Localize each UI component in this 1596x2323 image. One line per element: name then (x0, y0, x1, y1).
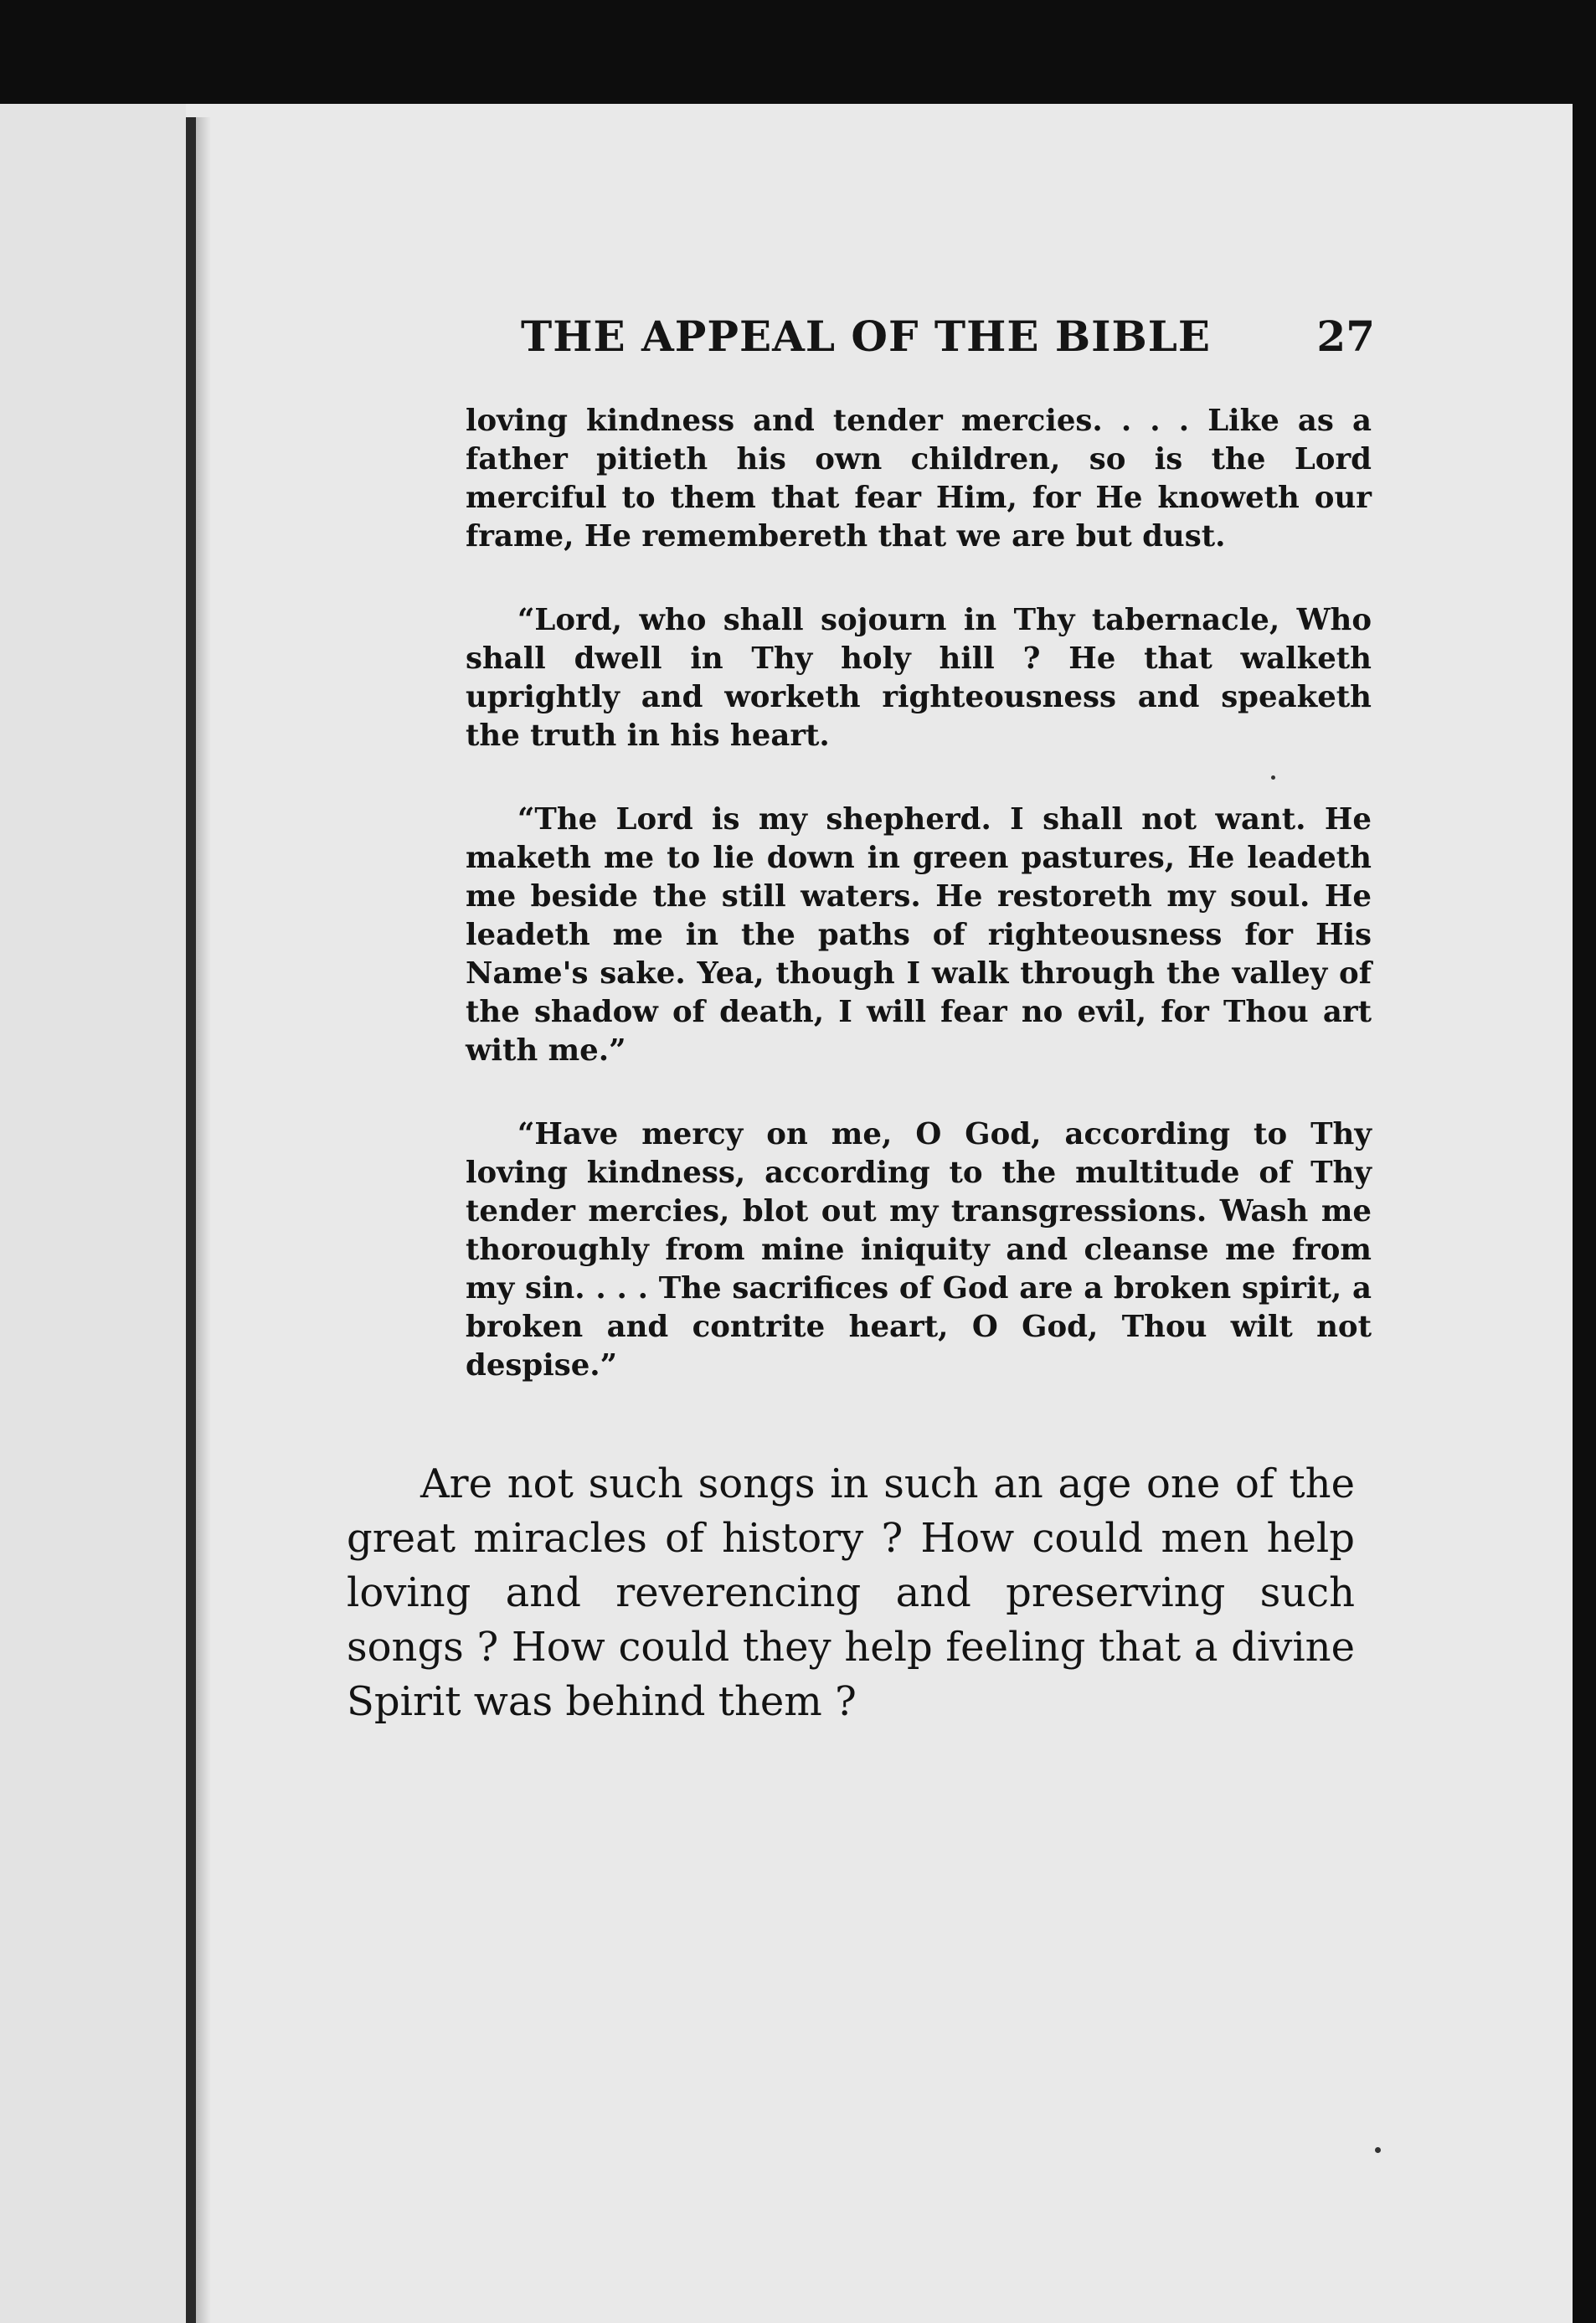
running-head (521, 312, 1375, 370)
scan-speck (1271, 775, 1275, 780)
page-number: 27 (1316, 312, 1375, 361)
quote-paragraph-shepherd: “The Lord is my shepherd. I shall not want. He maketh me to lie down in green pastures, He leadeth me beside the still waters. He restoreth my soul. He leadeth me in the paths of righteousness for His Name's sake. Yea, though I walk through the valley of the shadow of death, I will fear no evil, for Thou art with me.” (466, 802, 1372, 1068)
page-left-margin (0, 104, 186, 2323)
page-right-edge (1573, 104, 1596, 2323)
quote-paragraph-tabernacle: “Lord, who shall sojourn in Thy tabernacle, Who shall dwell in Thy holy hill ? He that walketh uprightly and worketh righteousness and speaketh the truth in his heart. (466, 603, 1372, 753)
binding-edge (186, 117, 196, 2323)
scan-speck (1375, 2147, 1381, 2153)
running-title: THE APPEAL OF THE BIBLE (521, 312, 1212, 361)
quote-paragraph-mercy: “Have mercy on me, O God, according to Thy loving kindness, according to the multitude of Thy tender mercies, blot out my transgressions. Wash me thoroughly from mine iniquity and cleanse me from my sin. . . . The sacrifices of God are a broken spirit, a broken and contrite heart, O God, Thou wilt not despise.” (466, 1117, 1372, 1383)
psalm-quotations (466, 402, 1372, 1430)
binding-shadow (196, 117, 211, 2323)
quote-paragraph-continued: loving kindness and tender mercies. . . . Like as a father pitieth his own children, so is the Lord merciful to them that fear Him, for He knoweth our frame, He remembereth that we are but dust. (466, 404, 1372, 554)
commentary-paragraph: Are not such songs in such an age one of the great miracles of history ? How could men help loving and reverencing and preserving such songs ? How could they help feeling that a divine Spirit was behind them ? (347, 1460, 1355, 1725)
